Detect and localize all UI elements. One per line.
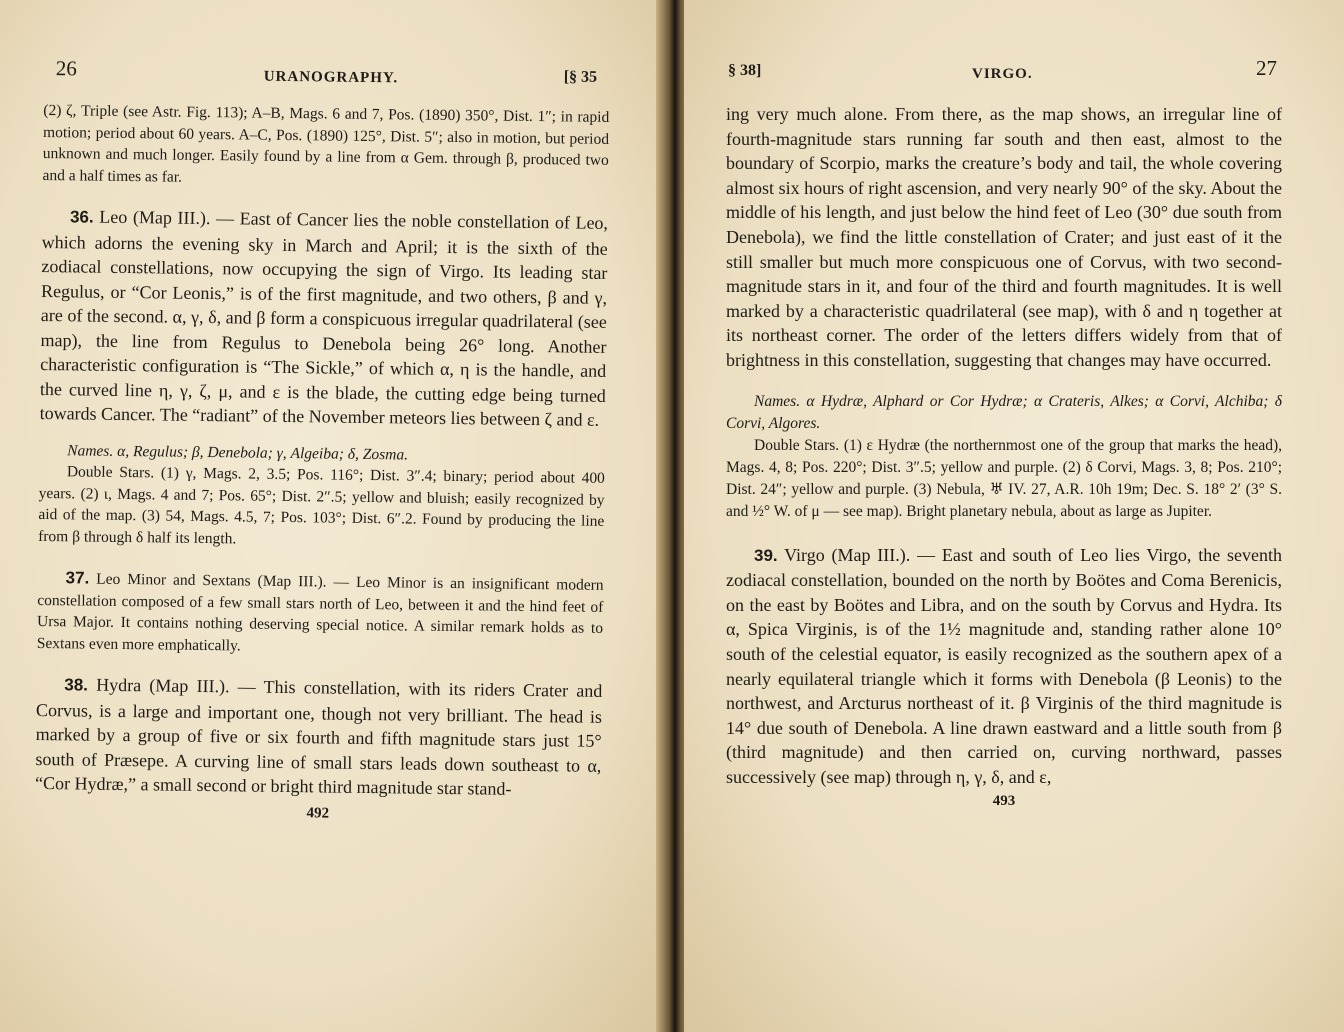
right-section-ref: § 38] (728, 62, 762, 79)
section-38-text: Hydra (Map III.). — This constellation, with its riders Crater and Corvus, is a large and important one, though not very brilliant. The head is marked by a group of five or six fourth and fifth magnitude stars just 15° south of Præsepe. A curving line of small stars leads down southeast to α, “Cor Hydræ,” a small second or bright third magnitude star stand- (34, 674, 603, 799)
left-section-ref: [§ 35 (563, 68, 598, 86)
section-39-virgo (726, 543, 1282, 790)
section-39-text: Virgo (Map III.). — East and south of Leo lies Virgo, the seventh zodiacal constellation, bounded on the north by Boötes and Coma Berenicis, on the east by Boötes and Libra, and on the south by Corvus and Hydra. Its α, Spica Virginis, is of the 1½ magnitude and, standing rather alone 10° south of the celestial equator, is easily recognized as the southern apex of a nearly equilateral triangle which it forms with Denebola (β Leonis) to the northwest, and Arcturus northeast of it. β Virginis of the third magnitude is 14° due south of Denebola. A line drawn eastward and a little south from β (third magnitude) and then carried on, curving northward, passes successively (see map) through η, γ, δ, and ε, (726, 544, 1282, 787)
left-header (44, 56, 610, 93)
hydra-continued: ing very much alone. From there, as the map shows, an irregular line of fourth-magnitude stars running far south and then east, almost to the boundary of Scorpio, marks the creature’s body and tail, the whole covering almost six hours of right ascension, and very nearly 90° of the sky. About the middle of his length, and just below the hind feet of Leo (30° due south from Denebola), we find the little constellation of Crater; and just east of it the still smaller but much more conspicuous one of Corvus, with two second-magnitude stars in it, and four of the third and fourth magnitudes. It is well marked by a characteristic quadrilateral (see map), with δ and η together at its northeast corner. The order of the letters differs widely from that of brightness in this constellation, suggesting that changes may have occurred. (726, 104, 1282, 370)
section-number-38: 38. (64, 675, 89, 695)
section-number-37: 37. (65, 568, 90, 588)
hydra-names: Names. α Hydræ, Alphard or Cor Hydræ; α Crateris, Alkes; α Corvi, Alchiba; δ Corvi, Algores. (726, 392, 1282, 432)
section-number-36: 36. (69, 207, 94, 227)
paragraph-zeta-triple: (2) ζ, Triple (see Astr. Fig. 113); A–B, Mags. 6 and 7, Pos. (1890) 350°, Dist. 1″; in rapid motion; period about 60 years. A–C, Pos. (1890) 125°, Dist. 5″; also in motion, but period unknown and much longer. Easily found by a line from α Gem. through β, produced two and a half times as far. (42, 101, 610, 186)
left-running-title: URANOGRAPHY. (263, 68, 399, 87)
left-folio: 492 (306, 804, 330, 822)
left-page (0, 0, 666, 1032)
section-37-text: Leo Minor and Sextans (Map III.). — Leo Minor is an insignificant modern constellation composed of a few small stars north of Leo, between it and the hind feet of Ursa Major. It contains nothing deserving special notice. A similar remark holds as to Sextans even more emphatically. (36, 570, 604, 654)
leo-names: Names. α, Regulus; β, Denebola; γ, Algeiba; δ, Zosma. (67, 441, 409, 463)
section-36-leo (39, 204, 608, 432)
left-page-number: 26 (55, 56, 77, 81)
section-36-text: Leo (Map III.). — East of Cancer lies the noble constellation of Leo, which adorns the evening sky in March and April; it is the sixth of the zodiacal constellations, now occupying the sign of Virgo. Its leading star Regulus, or “Cor Leonis,” is of the first magnitude, and two others, β and γ, are of the second. α, γ, δ, and β form a conspicuous irregular quadrilateral (see map), the line from Regulus to Denebola being 26° long. Another characteristic configuration is “The Sickle,” of which α, η is the handle, and the curved line η, γ, ζ, μ, and ε is the blade, the cutting edge being turned towards Cancer. The “radiant” of the November meteors lies between ζ and ε. (39, 206, 609, 430)
right-header (726, 56, 1282, 86)
right-page (684, 0, 1344, 1032)
left-page-content (35, 56, 610, 825)
leo-double-stars: Double Stars. (1) γ, Mags. 2, 3.5; Pos. 116°; Dist. 3″.4; binary; period about 400 years. (2) ι, Mags. 4 and 7; Pos. 65°; Dist. 2″.5; yellow and bluish; easily recognized by aid of the map. (3) 54, Mags. 4.5, 7; Pos. 103°; Dist. 6″.2. Found by producing the line from β through δ half its length. (38, 463, 605, 547)
section-38-hydra (35, 672, 602, 802)
section-37-leo-minor (37, 567, 604, 661)
right-running-title: VIRGO. (972, 66, 1033, 82)
right-folio: 493 (992, 793, 1016, 810)
section-number-39: 39. (754, 545, 778, 565)
right-page-content (726, 56, 1282, 810)
hydra-double-stars: Double Stars. (1) ε Hydræ (the northernmost one of the group that marks the head), Mags. 4, 8; Pos. 220°; Dist. 3″.5; yellow and purple. (2) δ Corvi, Mags. 3, 8; Pos. 210°; Dist. 24″; yellow and purple. (3) Nebula, ♅ IV. 27, A.R. 10h 19m; Dec. S. 18° 2′ (3° S. and ½° W. of μ — see map). Bright planetary nebula, about as large as Jupiter. (726, 436, 1282, 520)
right-page-number: 27 (1256, 56, 1277, 80)
